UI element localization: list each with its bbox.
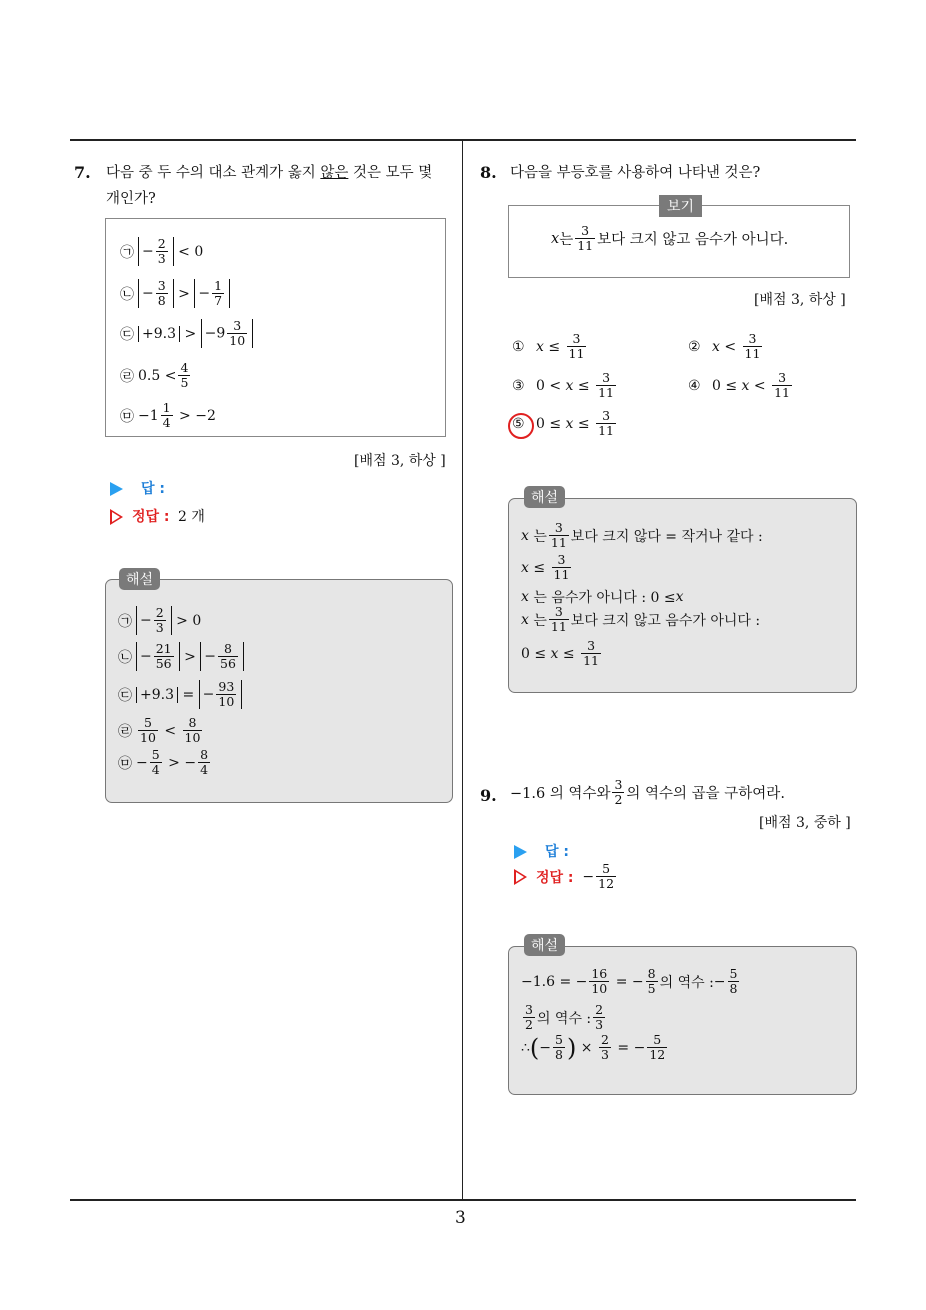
- top-rule: [70, 139, 856, 141]
- q7-explanation: ㉠ − $\frac{2}{3}$ > 0 ㉡ − $\frac{21}{56}$ > − $\frac{8}{56}$ ㉢ +9.3 = − $\frac{93}{10}$ ㉣ $\frac{5}{10}$ < $\frac{8}{10}$ ㉤ − $\frac{5}{4}$ > − $\frac{8}{4}$: [105, 579, 453, 803]
- q7-points: [배점 3, 하상 ]: [354, 453, 446, 469]
- q7-item-5: ㉤ −1 $\frac{1}{4}$ > −2: [120, 400, 216, 430]
- q9-explanation-tag: 해설: [524, 934, 565, 956]
- q8-points: [배점 3, 하상 ]: [754, 292, 846, 308]
- q9-answer: 답 :: [514, 841, 569, 861]
- correct-arrow-icon: [516, 870, 528, 884]
- selected-answer-circle-icon: [508, 413, 534, 439]
- q7-text: 다음 중 두 수의 대소 관계가 옳지 않은 것은 모두 몇 개인가?: [106, 165, 433, 207]
- q9-points: [배점 3, 중하 ]: [759, 815, 851, 831]
- answer-arrow-icon: [514, 845, 527, 859]
- q8-explanation: x 는 $\frac{3}{11}$ 보다 크지 않다 = 작거나 같다 : x ≤ $\frac{3}{11}$ x 는 음수가 아니다 : 0 ≤ x x 는 $\frac{3}{11}$ 보다 크지 않고 음수가 아니다 : 0 ≤ x ≤ $\frac{3}{11}$: [508, 498, 857, 693]
- q8-bogi-tag: 보기: [659, 195, 702, 217]
- q9-number: 9.: [480, 786, 497, 805]
- q9-text: −1.6 의 역수와 $\frac{3}{2}$ 의 역수의 곱을 구하여라.: [510, 777, 785, 807]
- bottom-rule: [70, 1199, 856, 1201]
- q8-option-2: ② x < $\frac{3}{11}$: [688, 331, 761, 361]
- q7-explanation-tag: 해설: [119, 568, 160, 590]
- q7-item-1: ㉠ − $\frac{2}{3}$ < 0: [120, 236, 204, 266]
- q8-explanation-tag: 해설: [524, 486, 565, 508]
- q8-number: 8.: [480, 163, 497, 182]
- q9-correct: 정답 : − $\frac{5}{12}$: [516, 862, 618, 891]
- answer-arrow-icon: [110, 482, 123, 496]
- column-divider: [462, 140, 463, 1200]
- q8-option-4: ④ 0 ≤ x < $\frac{3}{11}$: [688, 370, 790, 400]
- correct-arrow-icon: [112, 510, 124, 524]
- page-number: 3: [455, 1208, 466, 1228]
- q9-explanation: −1.6 = − $\frac{16}{10}$ = − $\frac{8}{5}$ 의 역수 : − $\frac{5}{8}$ $\frac{3}{2}$ 의 역수 : $\frac{2}{3}$ ∴ ( − $\frac{5}{8}$ ) × $\frac{2}{3}$ = − $\frac{5}{12}$: [508, 946, 857, 1095]
- q8-text: 다음을 부등호를 사용하여 나타낸 것은?: [510, 165, 761, 181]
- q7-item-3: ㉢ +9.3 > −9 $\frac{3}{10}$: [120, 319, 253, 348]
- q7-choices-box: [105, 218, 446, 437]
- q7-answer: 답 :: [110, 478, 165, 498]
- q8-option-5: ⑤ 0 ≤ x ≤ $\frac{3}{11}$: [512, 408, 614, 438]
- q8-option-3: ③ 0 < x ≤ $\frac{3}{11}$: [512, 370, 614, 400]
- q7-item-4: ㉣ 0.5 < $\frac{4}{5}$: [120, 360, 189, 390]
- q8-option-1: ① x ≤ $\frac{3}{11}$: [512, 331, 585, 361]
- q7-number: 7.: [74, 163, 91, 182]
- q7-correct: 정답 : 2 개: [112, 506, 205, 526]
- q7-item-2: ㉡ − $\frac{3}{8}$ > − $\frac{1}{7}$: [120, 279, 230, 308]
- q8-bogi-box: x 는 $\frac{3}{11}$ 보다 크지 않고 음수가 아니다.: [508, 205, 850, 278]
